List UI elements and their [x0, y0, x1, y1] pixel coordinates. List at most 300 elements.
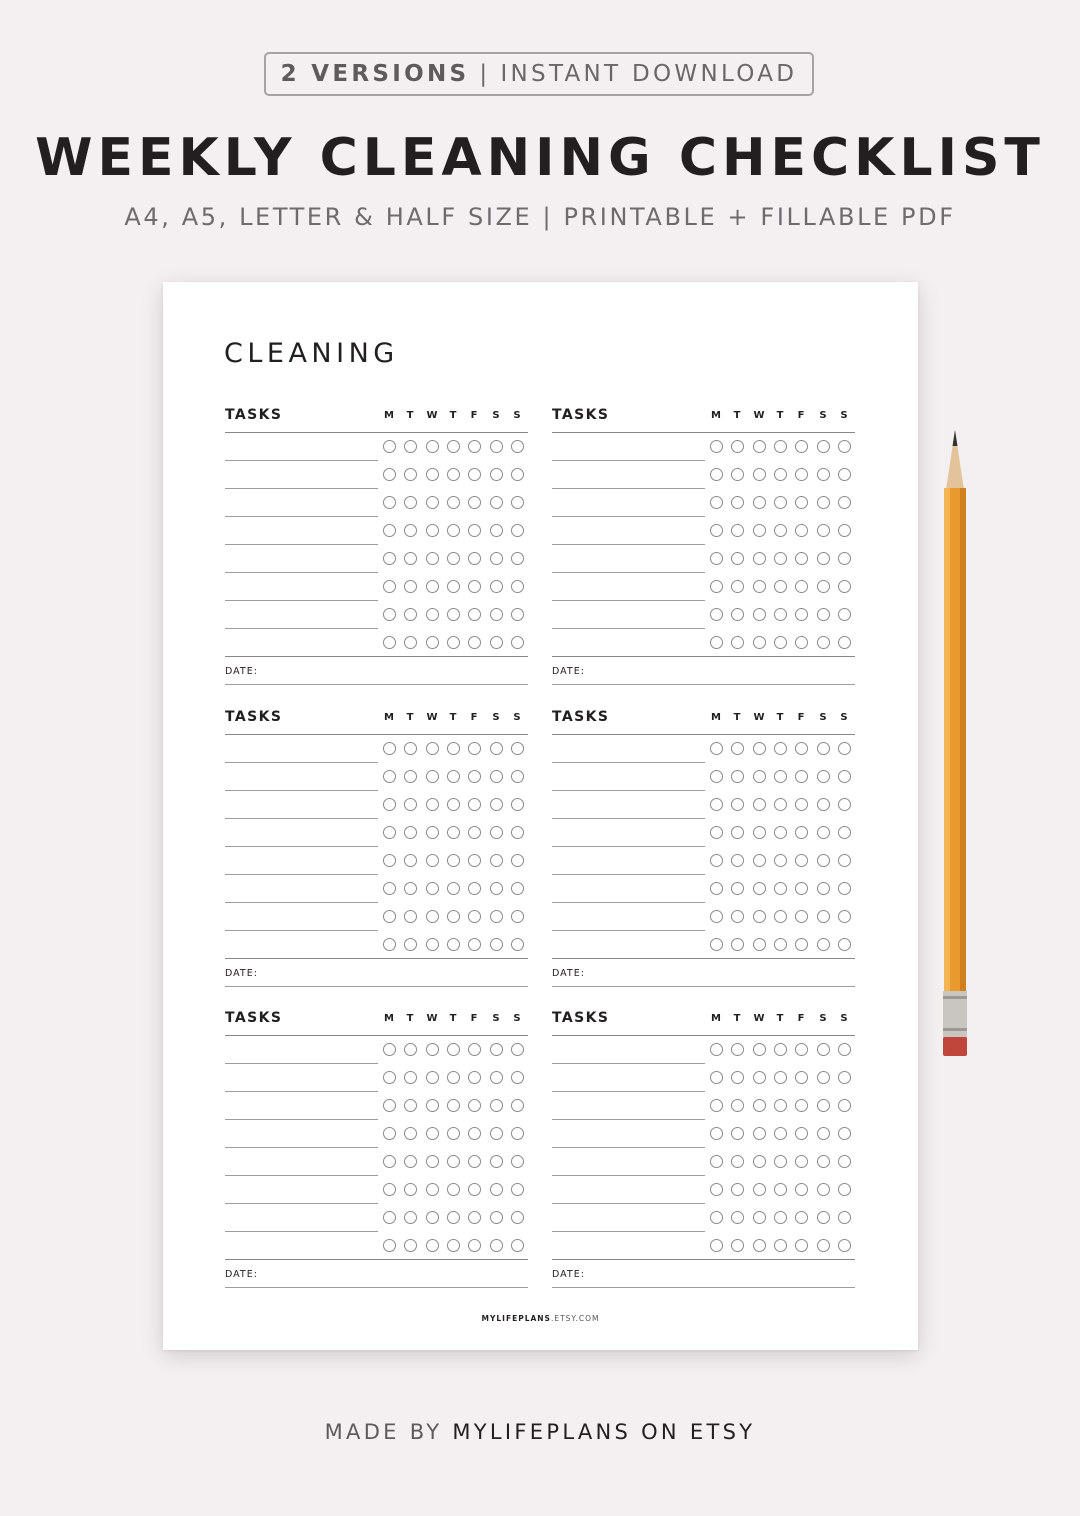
circle-checkbox-icon[interactable]: [490, 1239, 503, 1252]
circle-checkbox-icon[interactable]: [731, 524, 744, 537]
circle-checkbox-icon[interactable]: [710, 938, 723, 951]
circle-checkbox-icon[interactable]: [795, 938, 808, 951]
circle-checkbox-icon[interactable]: [753, 938, 766, 951]
circle-checkbox-icon[interactable]: [838, 938, 851, 951]
circle-checkbox-icon[interactable]: [795, 636, 808, 649]
circle-checkbox-icon[interactable]: [774, 496, 787, 509]
circle-checkbox-icon[interactable]: [490, 742, 503, 755]
circle-checkbox-icon[interactable]: [511, 580, 524, 593]
circle-checkbox-icon[interactable]: [817, 496, 830, 509]
circle-checkbox-icon[interactable]: [731, 1183, 744, 1196]
circle-checkbox-icon[interactable]: [447, 798, 460, 811]
circle-checkbox-icon[interactable]: [383, 938, 396, 951]
circle-checkbox-icon[interactable]: [468, 636, 481, 649]
circle-checkbox-icon[interactable]: [468, 496, 481, 509]
circle-checkbox-icon[interactable]: [817, 1043, 830, 1056]
circle-checkbox-icon[interactable]: [753, 882, 766, 895]
circle-checkbox-icon[interactable]: [838, 468, 851, 481]
circle-checkbox-icon[interactable]: [426, 580, 439, 593]
circle-checkbox-icon[interactable]: [753, 826, 766, 839]
circle-checkbox-icon[interactable]: [817, 524, 830, 537]
circle-checkbox-icon[interactable]: [490, 552, 503, 565]
circle-checkbox-icon[interactable]: [795, 468, 808, 481]
circle-checkbox-icon[interactable]: [753, 468, 766, 481]
circle-checkbox-icon[interactable]: [511, 1155, 524, 1168]
circle-checkbox-icon[interactable]: [404, 742, 417, 755]
circle-checkbox-icon[interactable]: [426, 938, 439, 951]
circle-checkbox-icon[interactable]: [404, 468, 417, 481]
date-write-line[interactable]: [225, 684, 528, 685]
circle-checkbox-icon[interactable]: [490, 826, 503, 839]
circle-checkbox-icon[interactable]: [468, 580, 481, 593]
circle-checkbox-icon[interactable]: [795, 910, 808, 923]
circle-checkbox-icon[interactable]: [383, 770, 396, 783]
circle-checkbox-icon[interactable]: [774, 552, 787, 565]
circle-checkbox-icon[interactable]: [710, 496, 723, 509]
circle-checkbox-icon[interactable]: [511, 608, 524, 621]
circle-checkbox-icon[interactable]: [468, 798, 481, 811]
circle-checkbox-icon[interactable]: [404, 938, 417, 951]
circle-checkbox-icon[interactable]: [511, 1099, 524, 1112]
circle-checkbox-icon[interactable]: [511, 636, 524, 649]
circle-checkbox-icon[interactable]: [817, 1239, 830, 1252]
circle-checkbox-icon[interactable]: [511, 826, 524, 839]
circle-checkbox-icon[interactable]: [795, 742, 808, 755]
circle-checkbox-icon[interactable]: [710, 1239, 723, 1252]
circle-checkbox-icon[interactable]: [838, 1043, 851, 1056]
circle-checkbox-icon[interactable]: [447, 1183, 460, 1196]
circle-checkbox-icon[interactable]: [838, 854, 851, 867]
circle-checkbox-icon[interactable]: [383, 1211, 396, 1224]
circle-checkbox-icon[interactable]: [447, 1155, 460, 1168]
circle-checkbox-icon[interactable]: [404, 1155, 417, 1168]
circle-checkbox-icon[interactable]: [383, 854, 396, 867]
circle-checkbox-icon[interactable]: [731, 1043, 744, 1056]
circle-checkbox-icon[interactable]: [468, 742, 481, 755]
circle-checkbox-icon[interactable]: [774, 524, 787, 537]
circle-checkbox-icon[interactable]: [490, 798, 503, 811]
circle-checkbox-icon[interactable]: [817, 1211, 830, 1224]
circle-checkbox-icon[interactable]: [817, 798, 830, 811]
circle-checkbox-icon[interactable]: [468, 938, 481, 951]
circle-checkbox-icon[interactable]: [426, 468, 439, 481]
circle-checkbox-icon[interactable]: [838, 770, 851, 783]
circle-checkbox-icon[interactable]: [447, 938, 460, 951]
circle-checkbox-icon[interactable]: [447, 552, 460, 565]
circle-checkbox-icon[interactable]: [426, 1183, 439, 1196]
circle-checkbox-icon[interactable]: [490, 1183, 503, 1196]
circle-checkbox-icon[interactable]: [447, 742, 460, 755]
circle-checkbox-icon[interactable]: [795, 1071, 808, 1084]
circle-checkbox-icon[interactable]: [404, 1183, 417, 1196]
circle-checkbox-icon[interactable]: [426, 882, 439, 895]
circle-checkbox-icon[interactable]: [490, 882, 503, 895]
circle-checkbox-icon[interactable]: [753, 1071, 766, 1084]
circle-checkbox-icon[interactable]: [383, 524, 396, 537]
circle-checkbox-icon[interactable]: [426, 524, 439, 537]
circle-checkbox-icon[interactable]: [468, 1211, 481, 1224]
circle-checkbox-icon[interactable]: [774, 826, 787, 839]
circle-checkbox-icon[interactable]: [795, 1099, 808, 1112]
circle-checkbox-icon[interactable]: [490, 938, 503, 951]
circle-checkbox-icon[interactable]: [447, 1127, 460, 1140]
circle-checkbox-icon[interactable]: [710, 468, 723, 481]
circle-checkbox-icon[interactable]: [817, 636, 830, 649]
circle-checkbox-icon[interactable]: [511, 882, 524, 895]
circle-checkbox-icon[interactable]: [774, 1155, 787, 1168]
circle-checkbox-icon[interactable]: [817, 742, 830, 755]
circle-checkbox-icon[interactable]: [838, 910, 851, 923]
circle-checkbox-icon[interactable]: [753, 440, 766, 453]
circle-checkbox-icon[interactable]: [795, 496, 808, 509]
circle-checkbox-icon[interactable]: [490, 608, 503, 621]
circle-checkbox-icon[interactable]: [447, 826, 460, 839]
date-write-line[interactable]: [552, 1287, 855, 1288]
circle-checkbox-icon[interactable]: [753, 636, 766, 649]
circle-checkbox-icon[interactable]: [838, 826, 851, 839]
circle-checkbox-icon[interactable]: [710, 798, 723, 811]
circle-checkbox-icon[interactable]: [511, 1239, 524, 1252]
circle-checkbox-icon[interactable]: [710, 910, 723, 923]
circle-checkbox-icon[interactable]: [774, 1211, 787, 1224]
circle-checkbox-icon[interactable]: [447, 468, 460, 481]
circle-checkbox-icon[interactable]: [817, 580, 830, 593]
date-write-line[interactable]: [552, 986, 855, 987]
circle-checkbox-icon[interactable]: [753, 608, 766, 621]
circle-checkbox-icon[interactable]: [753, 524, 766, 537]
circle-checkbox-icon[interactable]: [426, 1071, 439, 1084]
circle-checkbox-icon[interactable]: [468, 882, 481, 895]
circle-checkbox-icon[interactable]: [710, 1127, 723, 1140]
circle-checkbox-icon[interactable]: [774, 910, 787, 923]
circle-checkbox-icon[interactable]: [383, 468, 396, 481]
circle-checkbox-icon[interactable]: [731, 440, 744, 453]
circle-checkbox-icon[interactable]: [731, 1239, 744, 1252]
circle-checkbox-icon[interactable]: [447, 440, 460, 453]
circle-checkbox-icon[interactable]: [753, 910, 766, 923]
circle-checkbox-icon[interactable]: [817, 826, 830, 839]
circle-checkbox-icon[interactable]: [817, 882, 830, 895]
circle-checkbox-icon[interactable]: [838, 608, 851, 621]
circle-checkbox-icon[interactable]: [490, 524, 503, 537]
circle-checkbox-icon[interactable]: [404, 1043, 417, 1056]
circle-checkbox-icon[interactable]: [774, 1043, 787, 1056]
circle-checkbox-icon[interactable]: [404, 1099, 417, 1112]
circle-checkbox-icon[interactable]: [468, 910, 481, 923]
circle-checkbox-icon[interactable]: [383, 1071, 396, 1084]
circle-checkbox-icon[interactable]: [468, 552, 481, 565]
circle-checkbox-icon[interactable]: [490, 636, 503, 649]
circle-checkbox-icon[interactable]: [731, 1099, 744, 1112]
circle-checkbox-icon[interactable]: [511, 770, 524, 783]
circle-checkbox-icon[interactable]: [838, 440, 851, 453]
circle-checkbox-icon[interactable]: [710, 826, 723, 839]
circle-checkbox-icon[interactable]: [710, 1211, 723, 1224]
circle-checkbox-icon[interactable]: [490, 468, 503, 481]
circle-checkbox-icon[interactable]: [710, 580, 723, 593]
circle-checkbox-icon[interactable]: [795, 608, 808, 621]
circle-checkbox-icon[interactable]: [404, 1211, 417, 1224]
circle-checkbox-icon[interactable]: [731, 910, 744, 923]
circle-checkbox-icon[interactable]: [426, 440, 439, 453]
circle-checkbox-icon[interactable]: [710, 854, 723, 867]
circle-checkbox-icon[interactable]: [447, 1043, 460, 1056]
circle-checkbox-icon[interactable]: [383, 636, 396, 649]
circle-checkbox-icon[interactable]: [817, 440, 830, 453]
circle-checkbox-icon[interactable]: [774, 798, 787, 811]
circle-checkbox-icon[interactable]: [468, 1183, 481, 1196]
circle-checkbox-icon[interactable]: [383, 826, 396, 839]
circle-checkbox-icon[interactable]: [404, 608, 417, 621]
circle-checkbox-icon[interactable]: [511, 742, 524, 755]
circle-checkbox-icon[interactable]: [774, 770, 787, 783]
circle-checkbox-icon[interactable]: [404, 440, 417, 453]
circle-checkbox-icon[interactable]: [383, 1155, 396, 1168]
circle-checkbox-icon[interactable]: [511, 854, 524, 867]
circle-checkbox-icon[interactable]: [426, 910, 439, 923]
circle-checkbox-icon[interactable]: [468, 1043, 481, 1056]
circle-checkbox-icon[interactable]: [404, 770, 417, 783]
circle-checkbox-icon[interactable]: [426, 1239, 439, 1252]
circle-checkbox-icon[interactable]: [383, 496, 396, 509]
circle-checkbox-icon[interactable]: [511, 798, 524, 811]
circle-checkbox-icon[interactable]: [795, 1239, 808, 1252]
circle-checkbox-icon[interactable]: [817, 468, 830, 481]
circle-checkbox-icon[interactable]: [511, 910, 524, 923]
circle-checkbox-icon[interactable]: [795, 1183, 808, 1196]
circle-checkbox-icon[interactable]: [753, 854, 766, 867]
circle-checkbox-icon[interactable]: [753, 580, 766, 593]
circle-checkbox-icon[interactable]: [838, 1071, 851, 1084]
circle-checkbox-icon[interactable]: [426, 798, 439, 811]
circle-checkbox-icon[interactable]: [404, 552, 417, 565]
circle-checkbox-icon[interactable]: [511, 552, 524, 565]
circle-checkbox-icon[interactable]: [774, 608, 787, 621]
circle-checkbox-icon[interactable]: [511, 440, 524, 453]
circle-checkbox-icon[interactable]: [753, 1211, 766, 1224]
circle-checkbox-icon[interactable]: [383, 608, 396, 621]
circle-checkbox-icon[interactable]: [731, 770, 744, 783]
circle-checkbox-icon[interactable]: [795, 798, 808, 811]
circle-checkbox-icon[interactable]: [490, 1211, 503, 1224]
circle-checkbox-icon[interactable]: [426, 496, 439, 509]
circle-checkbox-icon[interactable]: [731, 1211, 744, 1224]
circle-checkbox-icon[interactable]: [795, 1211, 808, 1224]
circle-checkbox-icon[interactable]: [468, 468, 481, 481]
circle-checkbox-icon[interactable]: [383, 798, 396, 811]
circle-checkbox-icon[interactable]: [710, 742, 723, 755]
circle-checkbox-icon[interactable]: [404, 636, 417, 649]
circle-checkbox-icon[interactable]: [795, 440, 808, 453]
circle-checkbox-icon[interactable]: [838, 882, 851, 895]
circle-checkbox-icon[interactable]: [731, 580, 744, 593]
circle-checkbox-icon[interactable]: [731, 1071, 744, 1084]
circle-checkbox-icon[interactable]: [490, 496, 503, 509]
circle-checkbox-icon[interactable]: [817, 854, 830, 867]
circle-checkbox-icon[interactable]: [731, 826, 744, 839]
circle-checkbox-icon[interactable]: [838, 496, 851, 509]
circle-checkbox-icon[interactable]: [404, 524, 417, 537]
circle-checkbox-icon[interactable]: [404, 798, 417, 811]
circle-checkbox-icon[interactable]: [838, 580, 851, 593]
circle-checkbox-icon[interactable]: [404, 882, 417, 895]
circle-checkbox-icon[interactable]: [383, 910, 396, 923]
circle-checkbox-icon[interactable]: [753, 1099, 766, 1112]
circle-checkbox-icon[interactable]: [468, 826, 481, 839]
circle-checkbox-icon[interactable]: [426, 826, 439, 839]
circle-checkbox-icon[interactable]: [817, 1099, 830, 1112]
circle-checkbox-icon[interactable]: [731, 854, 744, 867]
circle-checkbox-icon[interactable]: [426, 742, 439, 755]
circle-checkbox-icon[interactable]: [710, 1099, 723, 1112]
circle-checkbox-icon[interactable]: [795, 854, 808, 867]
circle-checkbox-icon[interactable]: [753, 742, 766, 755]
circle-checkbox-icon[interactable]: [383, 1043, 396, 1056]
circle-checkbox-icon[interactable]: [447, 854, 460, 867]
circle-checkbox-icon[interactable]: [447, 608, 460, 621]
circle-checkbox-icon[interactable]: [468, 854, 481, 867]
circle-checkbox-icon[interactable]: [774, 882, 787, 895]
circle-checkbox-icon[interactable]: [468, 1239, 481, 1252]
circle-checkbox-icon[interactable]: [511, 938, 524, 951]
circle-checkbox-icon[interactable]: [731, 468, 744, 481]
circle-checkbox-icon[interactable]: [426, 770, 439, 783]
circle-checkbox-icon[interactable]: [447, 770, 460, 783]
circle-checkbox-icon[interactable]: [426, 1155, 439, 1168]
circle-checkbox-icon[interactable]: [426, 636, 439, 649]
circle-checkbox-icon[interactable]: [710, 524, 723, 537]
circle-checkbox-icon[interactable]: [795, 882, 808, 895]
circle-checkbox-icon[interactable]: [490, 1127, 503, 1140]
circle-checkbox-icon[interactable]: [511, 1127, 524, 1140]
circle-checkbox-icon[interactable]: [795, 770, 808, 783]
circle-checkbox-icon[interactable]: [731, 798, 744, 811]
circle-checkbox-icon[interactable]: [490, 854, 503, 867]
circle-checkbox-icon[interactable]: [383, 440, 396, 453]
circle-checkbox-icon[interactable]: [468, 1099, 481, 1112]
circle-checkbox-icon[interactable]: [404, 580, 417, 593]
circle-checkbox-icon[interactable]: [383, 882, 396, 895]
circle-checkbox-icon[interactable]: [795, 552, 808, 565]
circle-checkbox-icon[interactable]: [710, 882, 723, 895]
circle-checkbox-icon[interactable]: [468, 770, 481, 783]
circle-checkbox-icon[interactable]: [511, 524, 524, 537]
circle-checkbox-icon[interactable]: [447, 1211, 460, 1224]
circle-checkbox-icon[interactable]: [774, 938, 787, 951]
circle-checkbox-icon[interactable]: [753, 552, 766, 565]
circle-checkbox-icon[interactable]: [490, 770, 503, 783]
circle-checkbox-icon[interactable]: [838, 1127, 851, 1140]
circle-checkbox-icon[interactable]: [731, 1155, 744, 1168]
circle-checkbox-icon[interactable]: [710, 1155, 723, 1168]
circle-checkbox-icon[interactable]: [817, 1155, 830, 1168]
circle-checkbox-icon[interactable]: [817, 1183, 830, 1196]
circle-checkbox-icon[interactable]: [490, 1071, 503, 1084]
circle-checkbox-icon[interactable]: [817, 608, 830, 621]
circle-checkbox-icon[interactable]: [838, 1183, 851, 1196]
circle-checkbox-icon[interactable]: [511, 496, 524, 509]
circle-checkbox-icon[interactable]: [447, 496, 460, 509]
circle-checkbox-icon[interactable]: [817, 552, 830, 565]
circle-checkbox-icon[interactable]: [774, 1239, 787, 1252]
circle-checkbox-icon[interactable]: [468, 524, 481, 537]
circle-checkbox-icon[interactable]: [838, 798, 851, 811]
date-write-line[interactable]: [225, 986, 528, 987]
circle-checkbox-icon[interactable]: [490, 1099, 503, 1112]
circle-checkbox-icon[interactable]: [731, 496, 744, 509]
circle-checkbox-icon[interactable]: [774, 440, 787, 453]
circle-checkbox-icon[interactable]: [404, 826, 417, 839]
circle-checkbox-icon[interactable]: [817, 938, 830, 951]
circle-checkbox-icon[interactable]: [731, 882, 744, 895]
circle-checkbox-icon[interactable]: [447, 910, 460, 923]
circle-checkbox-icon[interactable]: [468, 1071, 481, 1084]
circle-checkbox-icon[interactable]: [795, 1127, 808, 1140]
circle-checkbox-icon[interactable]: [383, 1127, 396, 1140]
circle-checkbox-icon[interactable]: [383, 1183, 396, 1196]
circle-checkbox-icon[interactable]: [511, 1071, 524, 1084]
circle-checkbox-icon[interactable]: [838, 636, 851, 649]
circle-checkbox-icon[interactable]: [710, 440, 723, 453]
circle-checkbox-icon[interactable]: [710, 1183, 723, 1196]
circle-checkbox-icon[interactable]: [817, 1127, 830, 1140]
circle-checkbox-icon[interactable]: [426, 854, 439, 867]
circle-checkbox-icon[interactable]: [511, 468, 524, 481]
circle-checkbox-icon[interactable]: [817, 770, 830, 783]
circle-checkbox-icon[interactable]: [404, 854, 417, 867]
circle-checkbox-icon[interactable]: [404, 1239, 417, 1252]
circle-checkbox-icon[interactable]: [710, 1071, 723, 1084]
circle-checkbox-icon[interactable]: [426, 1211, 439, 1224]
circle-checkbox-icon[interactable]: [490, 910, 503, 923]
circle-checkbox-icon[interactable]: [511, 1183, 524, 1196]
circle-checkbox-icon[interactable]: [404, 496, 417, 509]
circle-checkbox-icon[interactable]: [774, 742, 787, 755]
circle-checkbox-icon[interactable]: [774, 854, 787, 867]
circle-checkbox-icon[interactable]: [753, 496, 766, 509]
circle-checkbox-icon[interactable]: [426, 552, 439, 565]
circle-checkbox-icon[interactable]: [404, 1071, 417, 1084]
circle-checkbox-icon[interactable]: [383, 1099, 396, 1112]
circle-checkbox-icon[interactable]: [753, 1239, 766, 1252]
circle-checkbox-icon[interactable]: [710, 636, 723, 649]
circle-checkbox-icon[interactable]: [774, 636, 787, 649]
circle-checkbox-icon[interactable]: [731, 636, 744, 649]
circle-checkbox-icon[interactable]: [426, 608, 439, 621]
circle-checkbox-icon[interactable]: [753, 798, 766, 811]
circle-checkbox-icon[interactable]: [710, 608, 723, 621]
date-write-line[interactable]: [225, 1287, 528, 1288]
circle-checkbox-icon[interactable]: [795, 580, 808, 593]
circle-checkbox-icon[interactable]: [753, 1127, 766, 1140]
circle-checkbox-icon[interactable]: [753, 770, 766, 783]
circle-checkbox-icon[interactable]: [817, 1071, 830, 1084]
circle-checkbox-icon[interactable]: [838, 1155, 851, 1168]
circle-checkbox-icon[interactable]: [774, 1071, 787, 1084]
circle-checkbox-icon[interactable]: [795, 1043, 808, 1056]
circle-checkbox-icon[interactable]: [838, 1211, 851, 1224]
circle-checkbox-icon[interactable]: [838, 524, 851, 537]
circle-checkbox-icon[interactable]: [731, 938, 744, 951]
circle-checkbox-icon[interactable]: [710, 770, 723, 783]
circle-checkbox-icon[interactable]: [731, 608, 744, 621]
circle-checkbox-icon[interactable]: [490, 1155, 503, 1168]
circle-checkbox-icon[interactable]: [774, 1183, 787, 1196]
circle-checkbox-icon[interactable]: [447, 524, 460, 537]
circle-checkbox-icon[interactable]: [710, 1043, 723, 1056]
circle-checkbox-icon[interactable]: [383, 580, 396, 593]
circle-checkbox-icon[interactable]: [795, 524, 808, 537]
